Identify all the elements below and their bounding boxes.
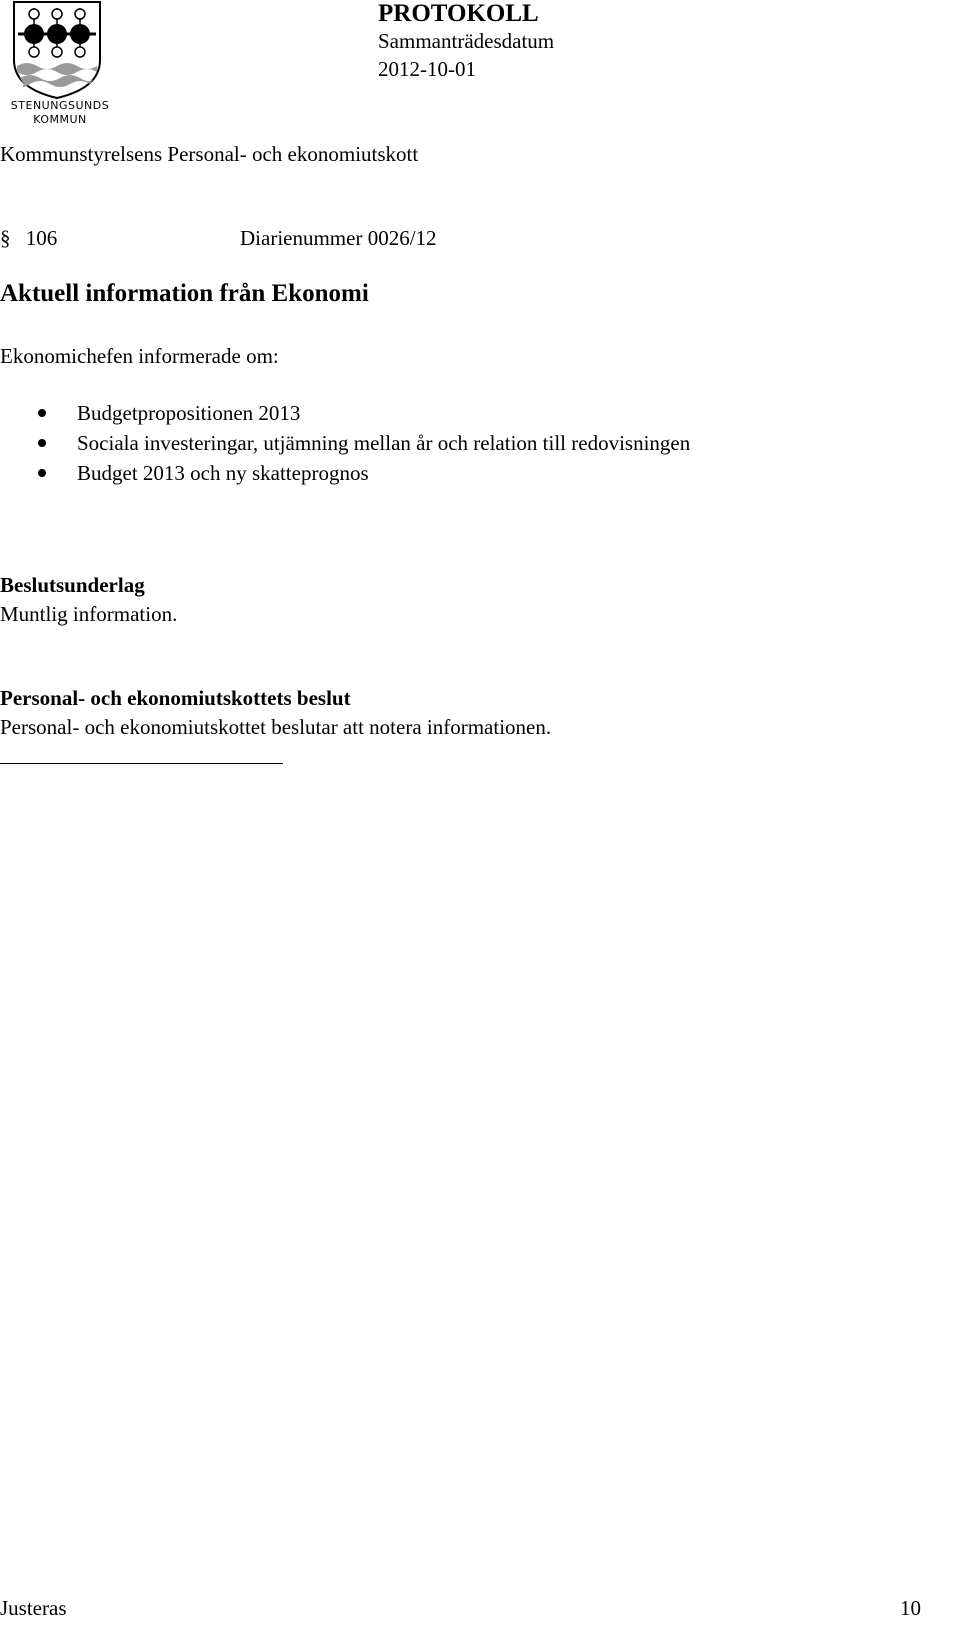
paragraph-number: 106 — [25, 226, 58, 250]
logo-wordmark — [0, 99, 120, 127]
list-item — [0, 461, 690, 491]
logo-text-line2: KOMMUN — [33, 113, 87, 126]
logo-text-line1: STENUNGSUNDS — [10, 99, 110, 112]
list-item — [0, 431, 690, 461]
paragraph-line — [0, 226, 437, 250]
list-item — [0, 401, 690, 431]
bullet-icon — [38, 469, 46, 477]
bullet-list — [0, 401, 690, 491]
meeting-date-label: Sammanträdesdatum — [378, 29, 555, 53]
meeting-date-value: 2012-10-01 — [378, 57, 476, 81]
bullet-icon — [38, 439, 46, 447]
basis-text: Muntlig information. — [0, 602, 178, 626]
committee-name: Kommunstyrelsens Personal- och ekonomiutskott — [0, 142, 419, 166]
bullet-icon — [38, 409, 46, 417]
list-item-text: Budget 2013 och ny skatteprognos — [77, 461, 369, 485]
document-type: PROTOKOLL — [378, 0, 539, 27]
list-item-text: Budgetpropositionen 2013 — [77, 401, 301, 425]
decision-text: Personal- och ekonomiutskottet beslutar att notera informationen. — [0, 715, 552, 739]
page-title: Aktuell information från Ekonomi — [0, 280, 369, 307]
decision-heading: Personal- och ekonomiutskottets beslut — [0, 686, 351, 710]
coat-of-arms-icon — [0, 0, 120, 100]
footer-adjust-label: Justeras — [0, 1596, 67, 1620]
intro-text: Ekonomichefen informerade om: — [0, 344, 279, 368]
diarienummer: Diarienummer 0026/12 — [240, 226, 437, 250]
list-item-text: Sociala investeringar, utjämning mellan år och relation till redovisningen — [77, 431, 691, 455]
page-number: 10 — [900, 1596, 921, 1620]
section-symbol: § — [0, 226, 11, 250]
divider — [0, 763, 283, 764]
basis-heading: Beslutsunderlag — [0, 573, 145, 597]
